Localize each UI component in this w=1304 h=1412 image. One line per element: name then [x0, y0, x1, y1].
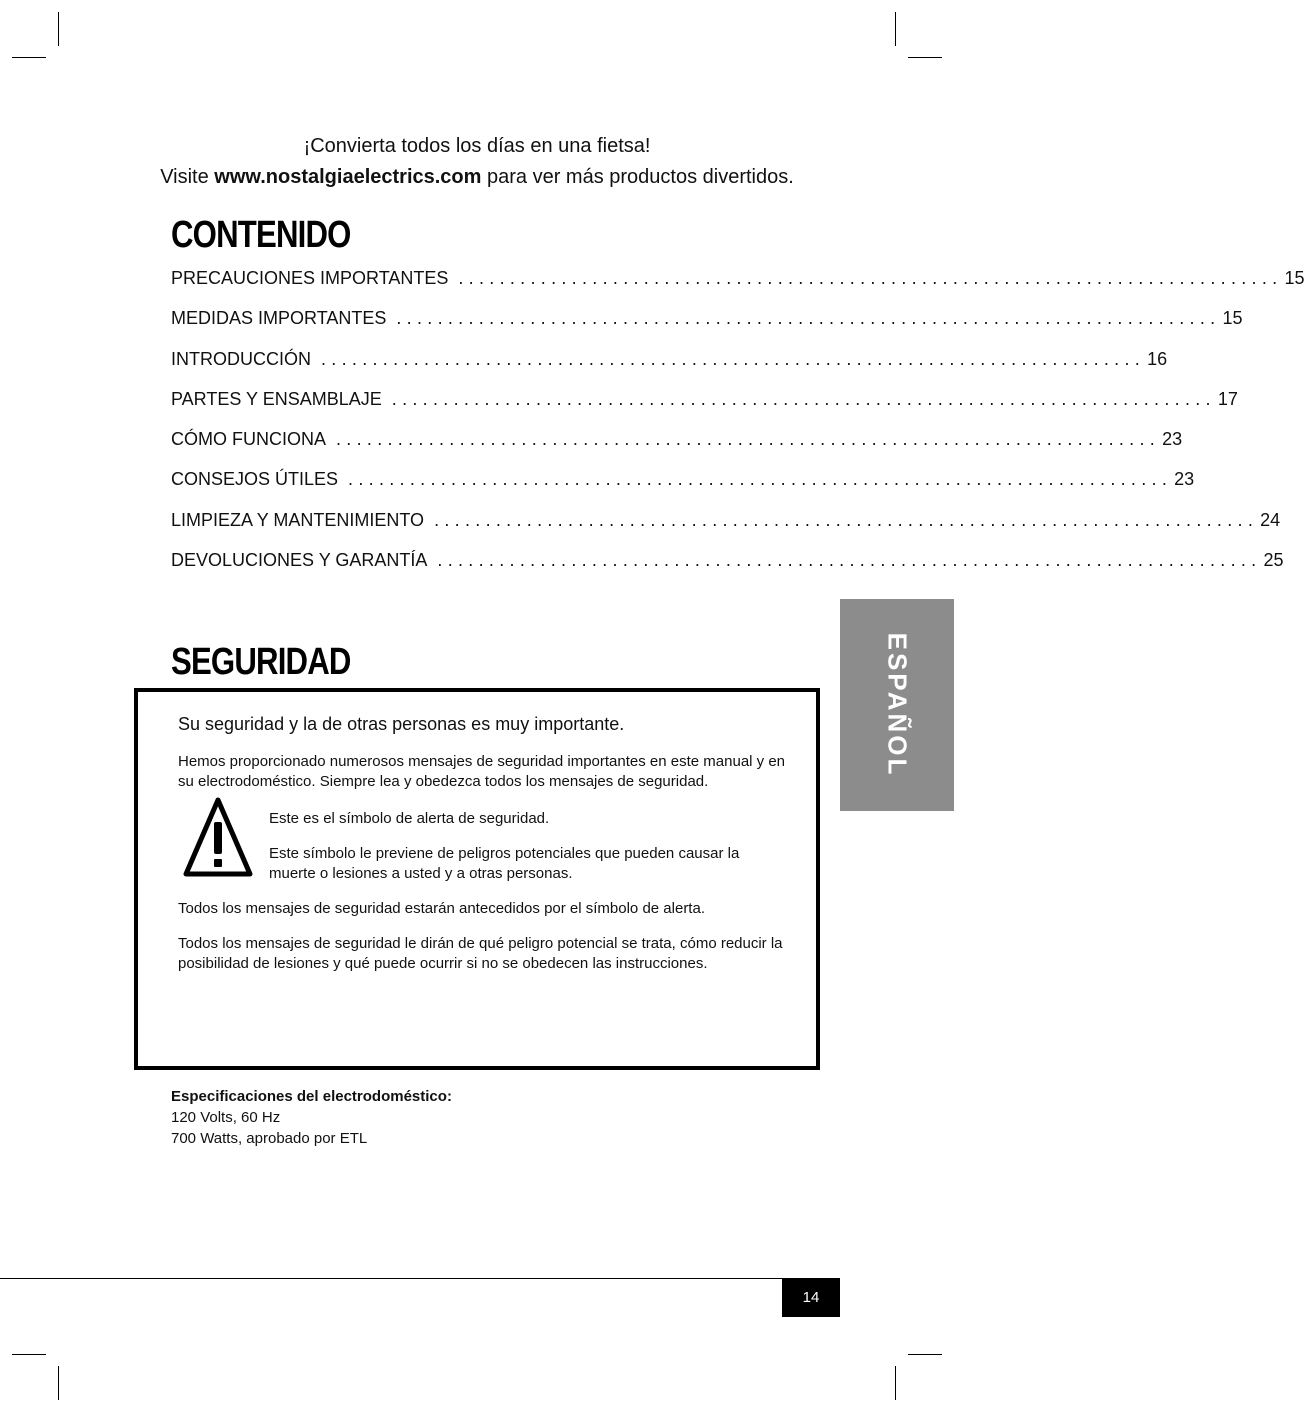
toc-entry-page: 25 [1263, 550, 1284, 571]
crop-mark [58, 1366, 59, 1400]
crop-mark [12, 1354, 46, 1355]
toc-entry[interactable] [171, 429, 1183, 469]
toc-entry[interactable] [171, 348, 1168, 389]
crop-mark [895, 1366, 896, 1400]
toc-leader-dots: ................................................................................ [391, 388, 1216, 409]
toc-entry[interactable] [171, 550, 1284, 590]
appliance-specs [171, 1086, 452, 1149]
toc-entry-page: 23 [1174, 469, 1195, 490]
toc-entry-label: PARTES Y ENSAMBLAJE [171, 388, 382, 409]
safety-paragraph: Todos los mensajes de seguridad estarán antecedidos por el símbolo de alerta. [178, 900, 705, 917]
toc-entry-page: 23 [1162, 429, 1183, 450]
specs-wattage: 700 Watts, aprobado por ETL [171, 1130, 368, 1147]
toc-entry-label: CÓMO FUNCIONA [171, 429, 326, 450]
table-of-contents [171, 268, 1304, 590]
toc-leader-dots: ................................................................................ [437, 550, 1262, 571]
crop-mark [895, 12, 896, 46]
toc-entry[interactable] [171, 388, 1238, 429]
crop-mark [908, 57, 942, 58]
language-side-tab [840, 599, 954, 811]
toc-entry-page: 24 [1260, 509, 1281, 530]
toc-entry[interactable] [171, 268, 1304, 308]
footer-rule [0, 1278, 840, 1279]
website-link[interactable]: www.nostalgiaelectrics.com [214, 166, 482, 188]
toc-leader-dots: ................................................................................ [396, 308, 1221, 329]
crop-mark [12, 57, 46, 58]
safety-lead: Su seguridad y la de otras personas es muy importante. [178, 714, 625, 734]
specs-voltage: 120 Volts, 60 Hz [171, 1109, 281, 1126]
toc-entry[interactable] [171, 469, 1195, 509]
toc-leader-dots: ................................................................................ [348, 469, 1173, 490]
toc-entry[interactable] [171, 308, 1243, 348]
toc-entry-label: DEVOLUCIONES Y GARANTÍA [171, 550, 428, 571]
page-number: 14 [782, 1278, 840, 1317]
warning-triangle-icon [182, 796, 254, 880]
toc-entry-label: CONSEJOS ÚTILES [171, 469, 339, 490]
toc-leader-dots: ................................................................................ [321, 348, 1146, 369]
specs-title: Especificaciones del electrodoméstico: [171, 1088, 452, 1105]
toc-entry-page: 15 [1222, 308, 1243, 329]
crop-mark [58, 12, 59, 46]
tagline-line-1: ¡Convierta todos los días en una fietsa! [303, 135, 651, 157]
symbol-description: Este es el símbolo de alerta de seguridad. [269, 810, 550, 827]
toc-entry-label: INTRODUCCIÓN [171, 348, 311, 369]
toc-entry-page: 16 [1147, 348, 1168, 369]
tagline-line-2 [0, 162, 954, 193]
safety-paragraph: Todos los mensajes de seguridad le dirán de qué peligro potencial se trata, cómo reducir la posibilidad de lesiones y qué puede ocurrir si no se obedecen las instrucciones. [178, 935, 783, 972]
toc-entry-label: MEDIDAS IMPORTANTES [171, 308, 387, 329]
safety-heading: SEGURIDAD [171, 641, 351, 683]
toc-leader-dots: ................................................................................ [434, 509, 1259, 530]
toc-leader-dots: ................................................................................ [336, 429, 1161, 450]
toc-entry-page: 17 [1217, 388, 1238, 409]
safety-notice-box [134, 688, 820, 1070]
safety-intro: Hemos proporcionado numerosos mensajes de seguridad importantes en este manual y en su electrodoméstico. Siempre lea y obedezca todos los mensajes de seguridad. [178, 753, 786, 790]
toc-entry-label: LIMPIEZA Y MANTENIMIENTO [171, 509, 425, 530]
contents-heading: CONTENIDO [171, 214, 351, 256]
symbol-warning-text: Este símbolo le previene de peligros potenciales que pueden causar la muerte o lesiones a usted y a otras personas. [269, 845, 740, 882]
toc-entry-page: 15 [1284, 268, 1304, 288]
toc-entry-label: PRECAUCIONES IMPORTANTES [171, 268, 449, 288]
crop-mark [908, 1354, 942, 1355]
tagline-rest-text: para ver más productos divertidos. [481, 166, 794, 188]
language-tab-label: ESPAÑOL [882, 632, 913, 778]
toc-leader-dots: ................................................................................ [458, 268, 1283, 288]
toc-entry[interactable] [171, 509, 1281, 550]
tagline-visit-text: Visite [160, 166, 215, 188]
